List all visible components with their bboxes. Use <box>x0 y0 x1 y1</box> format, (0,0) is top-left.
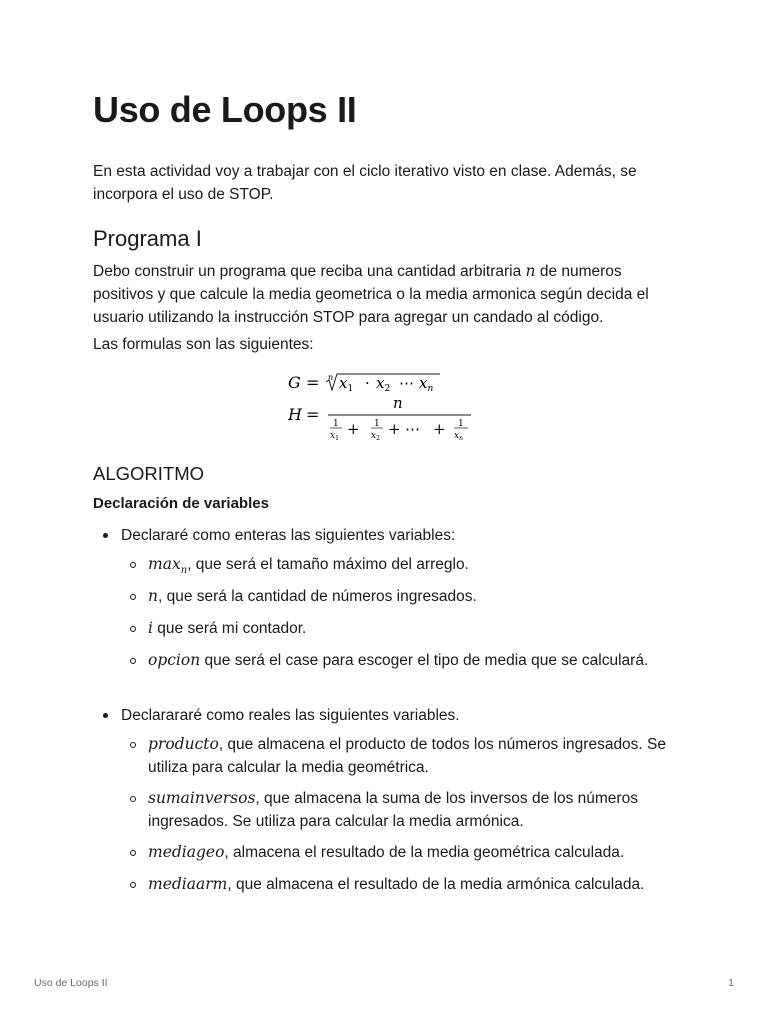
denom-one-2: 1 <box>374 419 380 429</box>
sublist-item-producto: producto, que almacena el producto de todos los números ingresados. Se utiliza para calcular la media geométrica. <box>148 735 667 776</box>
footer-page-number: 1 <box>728 977 734 989</box>
bullet-circle <box>130 626 136 632</box>
bullet-disc <box>103 713 108 718</box>
formula-h-numerator: n <box>393 394 403 412</box>
sublist-item-mediageo: mediageo, almacena el resultado de la media geométrica calculada. <box>148 843 625 861</box>
denom-xn: $x_n$ <box>454 431 463 442</box>
algorithm-heading: ALGORITMO <box>93 463 205 484</box>
section-heading-programa: Programa I <box>93 226 202 251</box>
formula-g-cdots: ⋯ <box>399 374 414 392</box>
root-index: n <box>328 373 334 382</box>
bullet-circle <box>130 742 136 748</box>
denom-one-n: 1 <box>458 419 464 429</box>
program-description <box>93 260 678 329</box>
sublist-item-n: n, que será la cantidad de números ingresados. <box>148 587 477 605</box>
formula-g-eq: = <box>306 373 320 392</box>
formula-block <box>288 368 488 448</box>
sublist-item-sumainversos: sumainversos, que almacena la suma de los inversos de los números ingresados. Se utiliza para calcular la media armónica. <box>148 789 638 830</box>
formula-g-xn: $x_n$ <box>419 374 434 394</box>
intro-paragraph: En esta actividad voy a trabajar con el ciclo iterativo visto en clase. Además, se incorpora el uso de STOP. <box>93 163 637 203</box>
bullet-circle <box>130 658 136 664</box>
list-item-enteras: Declararé como enteras las siguientes variables: <box>121 527 456 544</box>
formula-g-cdot1: · <box>365 374 370 392</box>
bullet-circle <box>130 850 136 856</box>
denom-one-1: 1 <box>333 419 339 429</box>
bullet-disc <box>103 533 108 538</box>
sublist-item-i: i que será mi contador. <box>148 619 307 637</box>
program-description-text-b: de numeros positivos y que calcule la media geometrica o la media armonica según decida el usuario utilizando la instrucción STOP para agregar un candado al código. <box>93 263 649 326</box>
var-n-inline: n <box>525 262 536 280</box>
program-description-text-a: Debo construir un programa que reciba una cantidad arbitraria <box>93 263 526 280</box>
denom-x2: $x_2$ <box>371 431 380 442</box>
bullet-circle <box>130 882 136 888</box>
footer-document-title: Uso de Loops II <box>34 977 108 989</box>
formula-h-eq: = <box>306 405 320 424</box>
bullet-circle <box>130 594 136 600</box>
bullet-circle <box>130 796 136 802</box>
denom-plus-3: + <box>433 420 446 438</box>
formulas-intro: Las formulas son las siguientes: <box>93 336 314 353</box>
denom-plus-2: + <box>388 420 401 438</box>
sublist-item-maxn: $\max_n$, que será el tamaño máximo del arreglo. <box>148 555 469 577</box>
list-item-reales: Declarararé como reales las siguientes variables. <box>121 707 460 724</box>
formula-h-lhs: H <box>288 405 302 424</box>
page-title: Uso de Loops II <box>93 89 357 130</box>
sublist-item-mediaarm: mediaarm, que almacena el resultado de la media armónica calculada. <box>148 875 645 893</box>
sublist-item-opcion: opcion que será el case para escoger el tipo de media que se calculará. <box>148 651 649 669</box>
formula-g-lhs: G <box>288 373 301 392</box>
denom-cdots: ⋯ <box>405 420 420 438</box>
formula-g-x2: $x_2$ <box>376 374 391 394</box>
bullet-circle <box>130 562 136 568</box>
formula-g-x1: $x_1$ <box>339 374 354 394</box>
variables-subheading: Declaración de variables <box>93 495 269 512</box>
denom-plus-1: + <box>347 420 360 438</box>
denom-x1: $x_1$ <box>330 431 339 442</box>
